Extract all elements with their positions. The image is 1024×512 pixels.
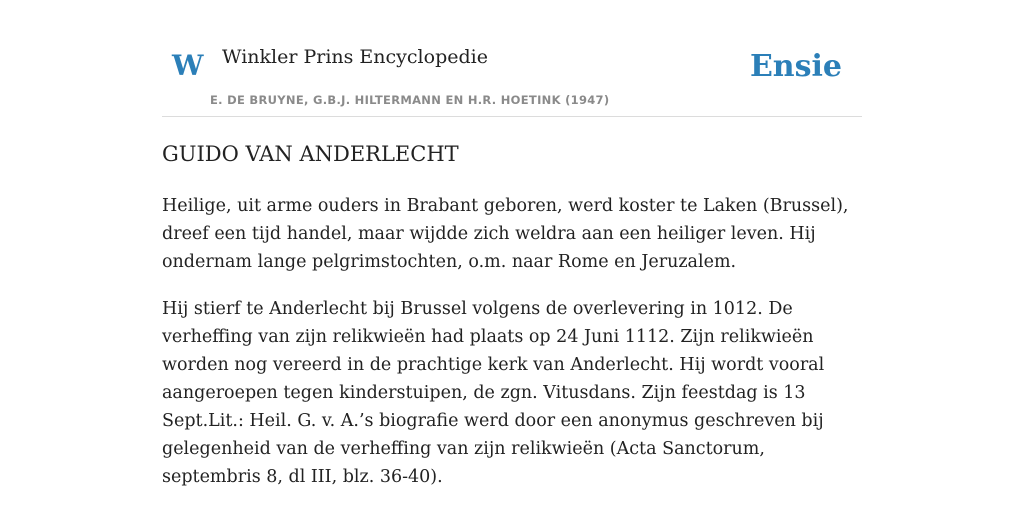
article-paragraph: Hij stierf te Anderlecht bij Brussel volgens de overlevering in 1012. De verheffing van zijn relikwieën had plaats op 24 Juni 1112. Zijn relikwieën worden nog vereerd in de prachtige kerk van Anderlecht. Hij wordt vooral aangeroepen tegen kinderstuipen, de zgn. Vitusdans. Zijn feestdag is 13 Sept.Lit.: Heil. G. v. A.’s biografie werd door een anonymus geschreven bij gelegenheid van de verheffing van zijn relikwieën (Acta Sanctorum, septembris 8, dl III, blz. 36-40). xyxy=(162,299,825,487)
page xyxy=(162,0,862,512)
article-paragraph: Heilige, uit arme ouders in Brabant geboren, werd koster te Laken (Brussel), dreef een tijd handel, maar wijdde zich weldra aan een heiliger leven. Hij ondernam lange pelgrimstochten, o.m. naar Rome en Jeruzalem. xyxy=(162,196,849,272)
header xyxy=(162,0,862,117)
authors-line: E. DE BRUYNE, G.B.J. HILTERMANN EN H.R. HOETINK (1947) xyxy=(210,93,610,107)
site-title[interactable]: Winkler Prins Encyclopedie xyxy=(222,46,488,68)
ensie-brand-link[interactable]: Ensie xyxy=(749,49,842,84)
entry-title: GUIDO VAN ANDERLECHT xyxy=(162,142,459,166)
winkler-prins-logo-icon[interactable]: W xyxy=(172,49,204,82)
